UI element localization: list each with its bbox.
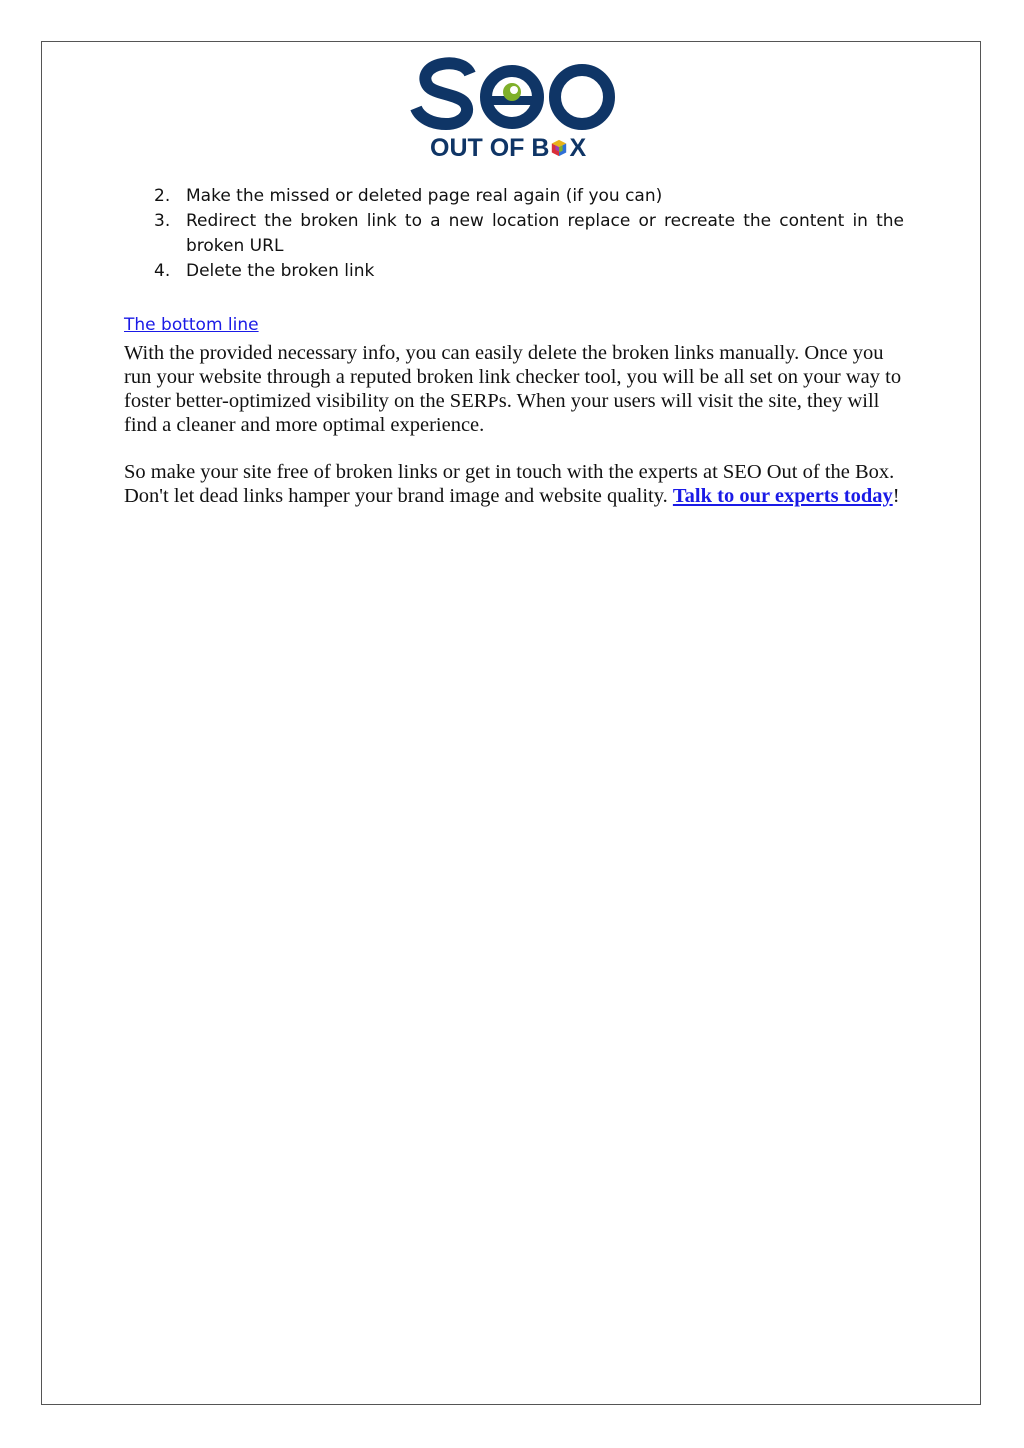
cta-paragraph-end: ! [892, 485, 900, 507]
list-item-number: 3. [154, 211, 171, 231]
logo-subtitle [430, 134, 610, 162]
list-item [124, 209, 904, 259]
list-item-text: Make the missed or deleted page real again (if you can) [186, 186, 663, 206]
cta-paragraph-text: So make your site free of broken links or get in touch with the experts at SEO Out of the Box. Don't let dead links hamper your brand image and website quality. [124, 461, 895, 507]
logo-subtitle-part1: OUT OF B [430, 133, 550, 162]
body-paragraph-cta [124, 460, 914, 508]
steps-list [124, 184, 904, 284]
logo-subtitle-part2: X [569, 133, 587, 162]
list-item [124, 259, 904, 284]
talk-to-experts-link[interactable]: Talk to our experts today [672, 485, 893, 507]
colorful-cube-icon [550, 139, 568, 157]
list-item-number: 2. [154, 186, 171, 206]
list-item-text: Redirect the broken link to a new location replace or recreate the content in the broken URL [186, 211, 904, 256]
seo-out-of-box-logo [408, 56, 618, 166]
list-item [124, 184, 904, 209]
section-heading: The bottom line [124, 315, 259, 335]
list-item-text: Delete the broken link [186, 261, 375, 281]
body-paragraph: With the provided necessary info, you can easily delete the broken links manually. Once you run your website through a reputed broken link checker tool, you will be all set on your way to foster better-optimized visibility on the SERPs. When your users will visit the site, they will find a cleaner and more optimal experience. [124, 342, 902, 436]
seo-wordmark-icon [408, 56, 618, 132]
list-item-number: 4. [154, 261, 171, 281]
